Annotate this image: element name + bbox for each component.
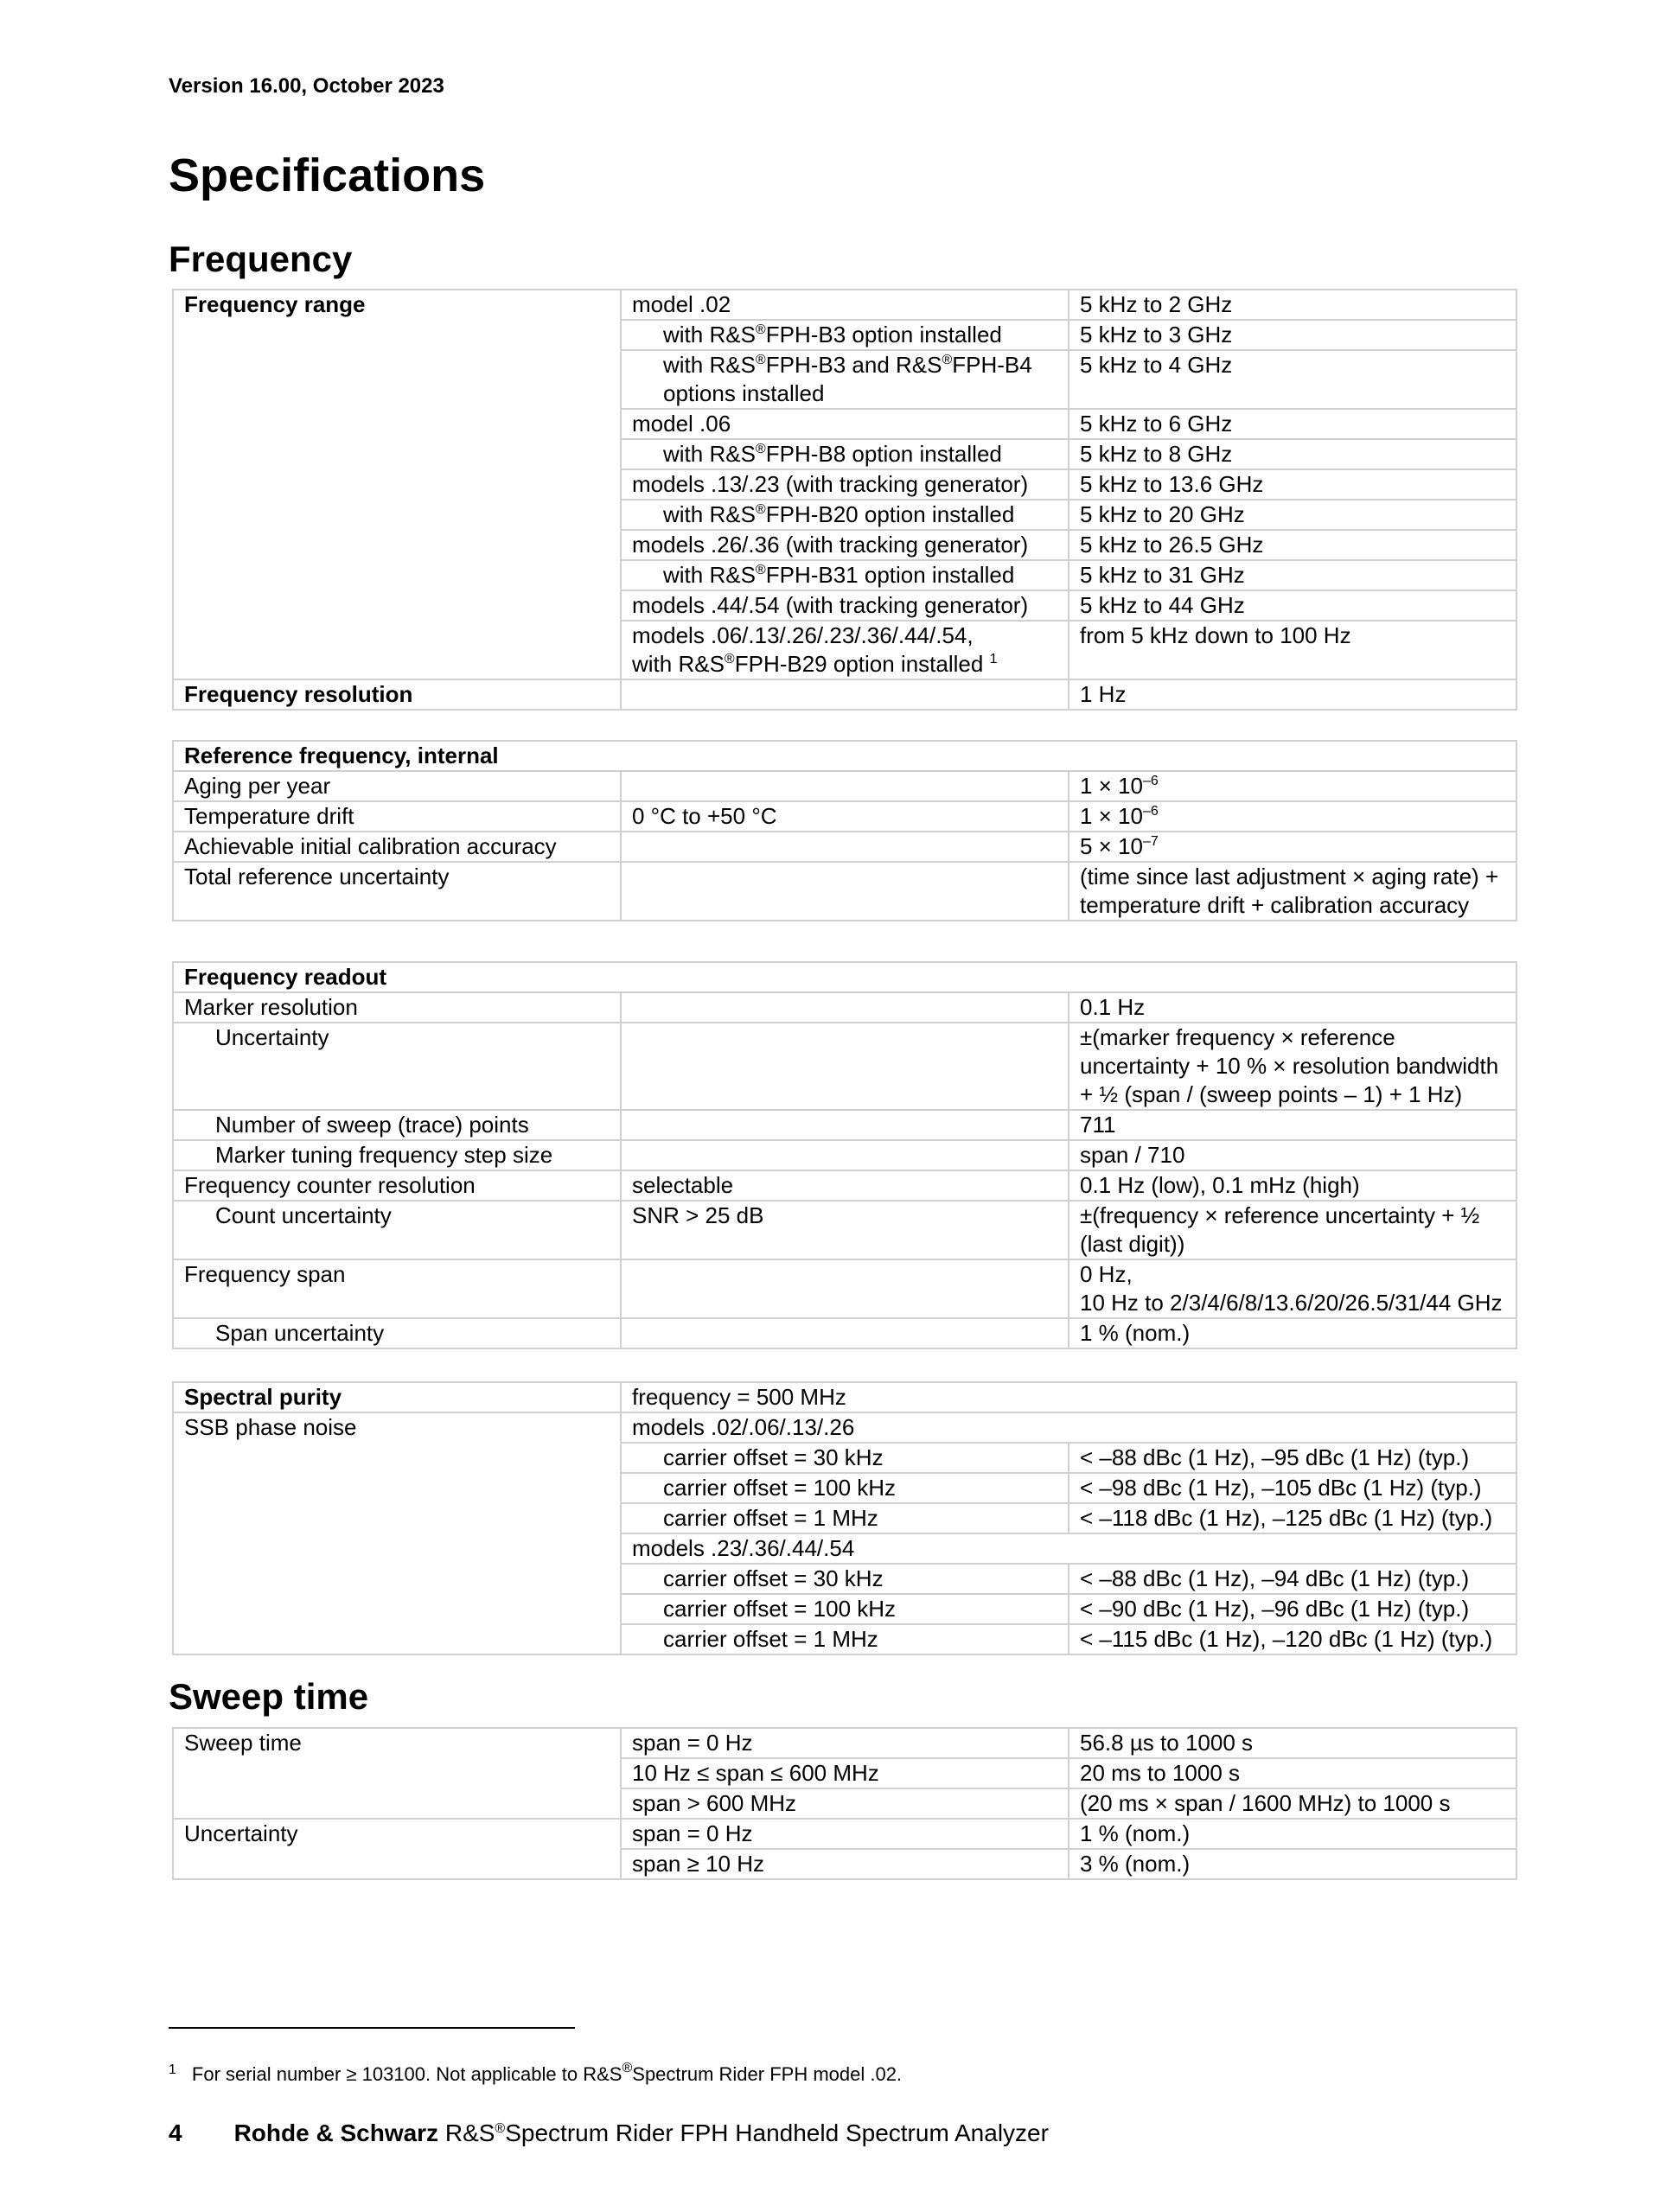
page-footer: 4 Rohde & Schwarz R&S®Spectrum Rider FPH Handheld Spectrum Analyzer [169, 2120, 1049, 2146]
table-row: Count uncertainty SNR > 25 dB ±(frequency × reference uncertainty + ½ (last digit)) [173, 1201, 1516, 1259]
table-row: Frequency range model .02 5 kHz to 2 GHz [173, 290, 1516, 320]
table-row: Reference frequency, internal [173, 741, 1516, 771]
table-row: Span uncertainty 1 % (nom.) [173, 1318, 1516, 1348]
table-row: Number of sweep (trace) points 711 [173, 1110, 1516, 1140]
table-row: Frequency counter resolution selectable 0.1 Hz (low), 0.1 mHz (high) [173, 1170, 1516, 1201]
table-row: Achievable initial calibration accuracy $5 \times 10^{-7}$ [173, 832, 1516, 862]
footnote: $^1$ For serial number ≥ 103100. Not applicable to R&S®Spectrum Rider FPH model .02. [169, 2061, 903, 2085]
table-row: with R&S®FPH-B8 option installed 5 kHz to 8 GHz [173, 439, 1516, 469]
table-row: Frequency span 0 Hz, 10 Hz to 2/3/4/6/8/13.6/20/26.5/31/44 GHz [173, 1259, 1516, 1318]
table-row: Frequency resolution 1 Hz [173, 679, 1516, 710]
table-row: with R&S®FPH-B3 and R&S®FPH-B4 options installed 5 kHz to 4 GHz [173, 350, 1516, 409]
table-row: span ≥ 10 Hz 3 % (nom.) [173, 1849, 1516, 1879]
table-row: SSB phase noise models .02/.06/.13/.26 [173, 1412, 1516, 1443]
frequency-range-label: Frequency range [173, 290, 621, 320]
table-row: span > 600 MHz (20 ms × span / 1600 MHz) to 1000 s [173, 1788, 1516, 1819]
table-row: carrier offset = 1 MHz < –115 dBc (1 Hz), –120 dBc (1 Hz) (typ.) [173, 1624, 1516, 1654]
table-row: with R&S®FPH-B20 option installed 5 kHz to 20 GHz [173, 500, 1516, 530]
table-row: Marker tuning frequency step size span / 710 [173, 1140, 1516, 1170]
table-row: models .26/.36 (with tracking generator) 5 kHz to 26.5 GHz [173, 530, 1516, 560]
table-row: models .06/.13/.26/.23/.36/.44/.54, with R&S®FPH-B29 option installed $^1$ from 5 kHz down to 100 Hz [173, 621, 1516, 679]
table-row: carrier offset = 30 kHz < –88 dBc (1 Hz), –94 dBc (1 Hz) (typ.) [173, 1564, 1516, 1594]
table-row: models .23/.36/.44/.54 [173, 1533, 1516, 1564]
table-row: Frequency readout [173, 962, 1516, 992]
table-row: Marker resolution 0.1 Hz [173, 992, 1516, 1023]
table-row: Uncertainty ±(marker frequency × reference uncertainty + 10 % × resolution bandwidth + ½ (span / (sweep points – 1) + 1 Hz) [173, 1023, 1516, 1110]
table-row: models .13/.23 (with tracking generator) 5 kHz to 13.6 GHz [173, 469, 1516, 500]
sweep-time-table [172, 1727, 1517, 1880]
reference-frequency-table [172, 740, 1517, 921]
frequency-range-table [172, 289, 1517, 711]
table-row: carrier offset = 100 kHz < –90 dBc (1 Hz), –96 dBc (1 Hz) (typ.) [173, 1594, 1516, 1624]
table-row: Temperature drift 0 °C to +50 °C $1 \times 10^{-6}$ [173, 801, 1516, 832]
table-row: carrier offset = 30 kHz < –88 dBc (1 Hz), –95 dBc (1 Hz) (typ.) [173, 1443, 1516, 1473]
table-row: 10 Hz ≤ span ≤ 600 MHz 20 ms to 1000 s [173, 1758, 1516, 1788]
footnote-ref: 1 [989, 652, 998, 666]
table-row: carrier offset = 1 MHz < –118 dBc (1 Hz), –125 dBc (1 Hz) (typ.) [173, 1503, 1516, 1533]
table-row: Uncertainty span = 0 Hz 1 % (nom.) [173, 1819, 1516, 1849]
footnote-divider [169, 2027, 575, 2029]
page-title: Specifications [169, 150, 486, 201]
frequency-readout-table [172, 961, 1517, 1349]
section-heading-frequency: Frequency [169, 239, 353, 279]
table-row: Total reference uncertainty (time since last adjustment × aging rate) + temperature drift + calibration accuracy [173, 862, 1516, 921]
table-row: Aging per year $1 \times 10^{-6}$ [173, 771, 1516, 801]
table-row: model .06 5 kHz to 6 GHz [173, 409, 1516, 439]
section-heading-sweep-time: Sweep time [169, 1676, 369, 1717]
table-row: with R&S®FPH-B3 option installed 5 kHz to 3 GHz [173, 320, 1516, 350]
table-row: Spectral purity frequency = 500 MHz [173, 1382, 1516, 1412]
page-number: 4 [169, 2120, 182, 2146]
table-row: models .44/.54 (with tracking generator) 5 kHz to 44 GHz [173, 590, 1516, 621]
table-row: carrier offset = 100 kHz < –98 dBc (1 Hz), –105 dBc (1 Hz) (typ.) [173, 1473, 1516, 1503]
version-line: Version 16.00, October 2023 [169, 74, 444, 98]
table-row: Sweep time span = 0 Hz 56.8 µs to 1000 s [173, 1728, 1516, 1758]
table-row: with R&S®FPH-B31 option installed 5 kHz to 31 GHz [173, 560, 1516, 590]
spectral-purity-table [172, 1381, 1517, 1655]
